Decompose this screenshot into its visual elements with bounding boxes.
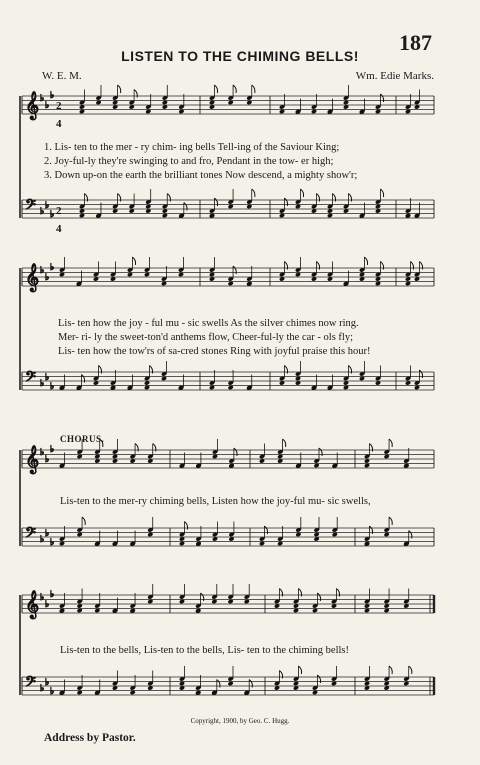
svg-text:♭: ♭ — [45, 101, 50, 111]
verse-2-line-2: Mer- ri- ly the sweet-ton'd anthems flow, Cheer-ful-ly the car - ols fly; — [58, 332, 353, 343]
time-sig-top-1: 2 — [56, 100, 62, 112]
svg-text:♭: ♭ — [40, 379, 45, 389]
time-signatures — [56, 100, 62, 235]
staff-lines — [22, 96, 434, 695]
chorus-label: CHORUS. — [60, 434, 105, 444]
svg-text:♭: ♭ — [45, 201, 50, 211]
svg-text:♭: ♭ — [45, 455, 50, 465]
svg-text:♭: ♭ — [40, 535, 45, 545]
verse-3-line-2: Lis- ten how the tow'rs of sa-cred stones Ring with joyful praise this hour! — [58, 346, 371, 357]
svg-text:𝄢: 𝄢 — [25, 674, 36, 694]
svg-text:♭: ♭ — [45, 273, 50, 283]
svg-text:♭: ♭ — [50, 263, 55, 273]
svg-text:♭: ♭ — [50, 590, 55, 600]
svg-text:♭: ♭ — [50, 91, 55, 101]
svg-text:♭: ♭ — [40, 266, 45, 276]
svg-text:𝄞: 𝄞 — [25, 590, 40, 618]
svg-text:♭: ♭ — [45, 529, 50, 539]
verse-2-line-1: 2. Joy-ful-ly they're swinging to and fro, Pendant in the tow- er high; — [44, 156, 334, 167]
svg-text:♭: ♭ — [40, 94, 45, 104]
chorus-line-2: Lis-ten to the bells, Lis-ten to the bells, Lis- ten to the chiming bells! — [60, 645, 349, 656]
svg-text:♭: ♭ — [45, 600, 50, 610]
svg-text:𝄞: 𝄞 — [25, 263, 40, 291]
lyricist-initials: W. E. M. — [42, 70, 82, 82]
verse-1-line-2: Lis- ten how the joy - ful mu - sic swells As the silver chimes now ring. — [58, 318, 359, 329]
svg-text:♭: ♭ — [50, 687, 55, 697]
svg-text:𝄢: 𝄢 — [25, 197, 36, 217]
svg-text:♭: ♭ — [50, 538, 55, 548]
composer-name: Wm. Edie Marks. — [355, 70, 434, 82]
chorus-line-1: Lis-ten to the mer-ry chiming bells, Listen how the joy-ful mu- sic swells, — [60, 496, 371, 507]
time-sig-bottom-1: 4 — [56, 118, 62, 130]
svg-text:♭: ♭ — [50, 382, 55, 392]
verse-3-line-1: 3. Down up-on the earth the brilliant tones Now descend, a mighty show'r; — [44, 170, 358, 181]
note-heads — [59, 95, 420, 695]
svg-text:♭: ♭ — [40, 593, 45, 603]
svg-text:♭: ♭ — [45, 678, 50, 688]
svg-text:𝄞: 𝄞 — [25, 91, 40, 119]
svg-text:♭: ♭ — [40, 207, 45, 217]
svg-text:𝄞: 𝄞 — [25, 445, 40, 473]
svg-text:𝄢: 𝄢 — [25, 369, 36, 389]
copyright-notice: Copyright, 1900, by Geo. C. Hugg. — [190, 717, 290, 725]
svg-text:♭: ♭ — [50, 445, 55, 455]
song-title: LISTEN TO THE CHIMING BELLS! — [121, 48, 359, 64]
svg-text:♭: ♭ — [40, 448, 45, 458]
svg-text:♭: ♭ — [45, 373, 50, 383]
svg-text:♭: ♭ — [40, 684, 45, 694]
footer-note: Address by Pastor. — [44, 732, 136, 744]
time-sig-bottom-2: 4 — [56, 223, 62, 235]
page-number: 187 — [399, 30, 432, 55]
time-sig-top-2: 2 — [56, 205, 62, 217]
svg-text:𝄢: 𝄢 — [25, 525, 36, 545]
verse-1-line-1: 1. Lis- ten to the mer - ry chim- ing bells Tell-ing of the Saviour King; — [44, 142, 340, 153]
svg-text:♭: ♭ — [50, 210, 55, 220]
